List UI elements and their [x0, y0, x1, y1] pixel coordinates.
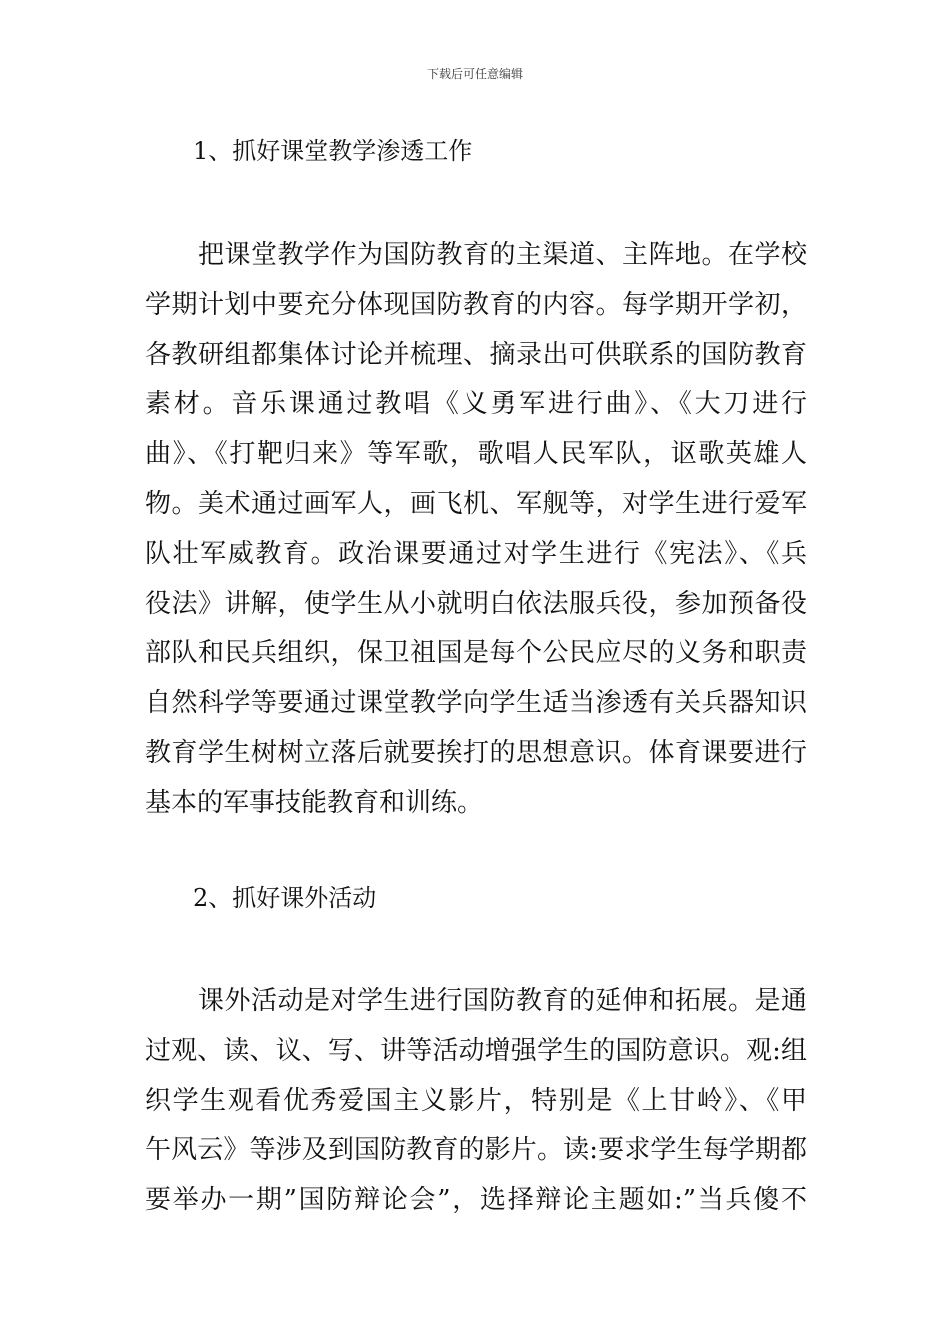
paragraph-line: 把课堂教学作为国防教育的主渠道、主阵地。在学校 [145, 240, 807, 270]
header-note: 下载后可任意编辑 [426, 67, 523, 81]
section-2-heading: 2、抓好课外活动 [193, 884, 377, 912]
paragraph-line: 素材。音乐课通过教唱《义勇军进行曲》、《大刀进行 [145, 389, 807, 420]
paragraph-line: 物。美术通过画军人，画飞机、军舰等，对学生进行爱军 [145, 488, 807, 519]
paragraph-line: 织学生观看优秀爱国主义影片，特别是《上甘岭》、《甲 [145, 1085, 807, 1116]
paragraph-line: 役法》讲解，使学生从小就明白依法服兵役，参加预备役 [145, 588, 807, 619]
paragraph-line: 学期计划中要充分体现国防教育的内容。每学期开学初， [145, 289, 807, 320]
section-1-paragraph [145, 231, 807, 829]
paragraph-line: 教育学生树树立落后就要挨打的思想意识。体育课要进行 [145, 737, 807, 768]
paragraph-line: 各教研组都集体讨论并梳理、摘录出可供联系的国防教育 [145, 339, 807, 370]
paragraph-line: 基本的军事技能教育和训练。 [145, 787, 484, 818]
section-1-heading: 1、抓好课堂教学渗透工作 [193, 137, 473, 165]
section-2-paragraph [145, 977, 807, 1226]
paragraph-line: 课外活动是对学生进行国防教育的延伸和拓展。是通 [145, 986, 807, 1016]
paragraph-line: 曲》、《打靶归来》等军歌，歌唱人民军队，讴歌英雄人 [145, 439, 807, 470]
paragraph-line: 过观、读、议、写、讲等活动增强学生的国防意识。观:组 [145, 1035, 807, 1066]
paragraph-line: 要举办一期”国防辩论会”，选择辩论主题如:”当兵傻不 [145, 1185, 807, 1216]
paragraph-line: 午风云》等涉及到国防教育的影片。读:要求学生每学期都 [145, 1135, 807, 1166]
paragraph-line: 队壮军威教育。政治课要通过对学生进行《宪法》、《兵 [145, 538, 807, 569]
paragraph-line: 部队和民兵组织，保卫祖国是每个公民应尽的义务和职责 [145, 638, 807, 669]
paragraph-line: 自然科学等要通过课堂教学向学生适当渗透有关兵器知识 [145, 688, 807, 719]
